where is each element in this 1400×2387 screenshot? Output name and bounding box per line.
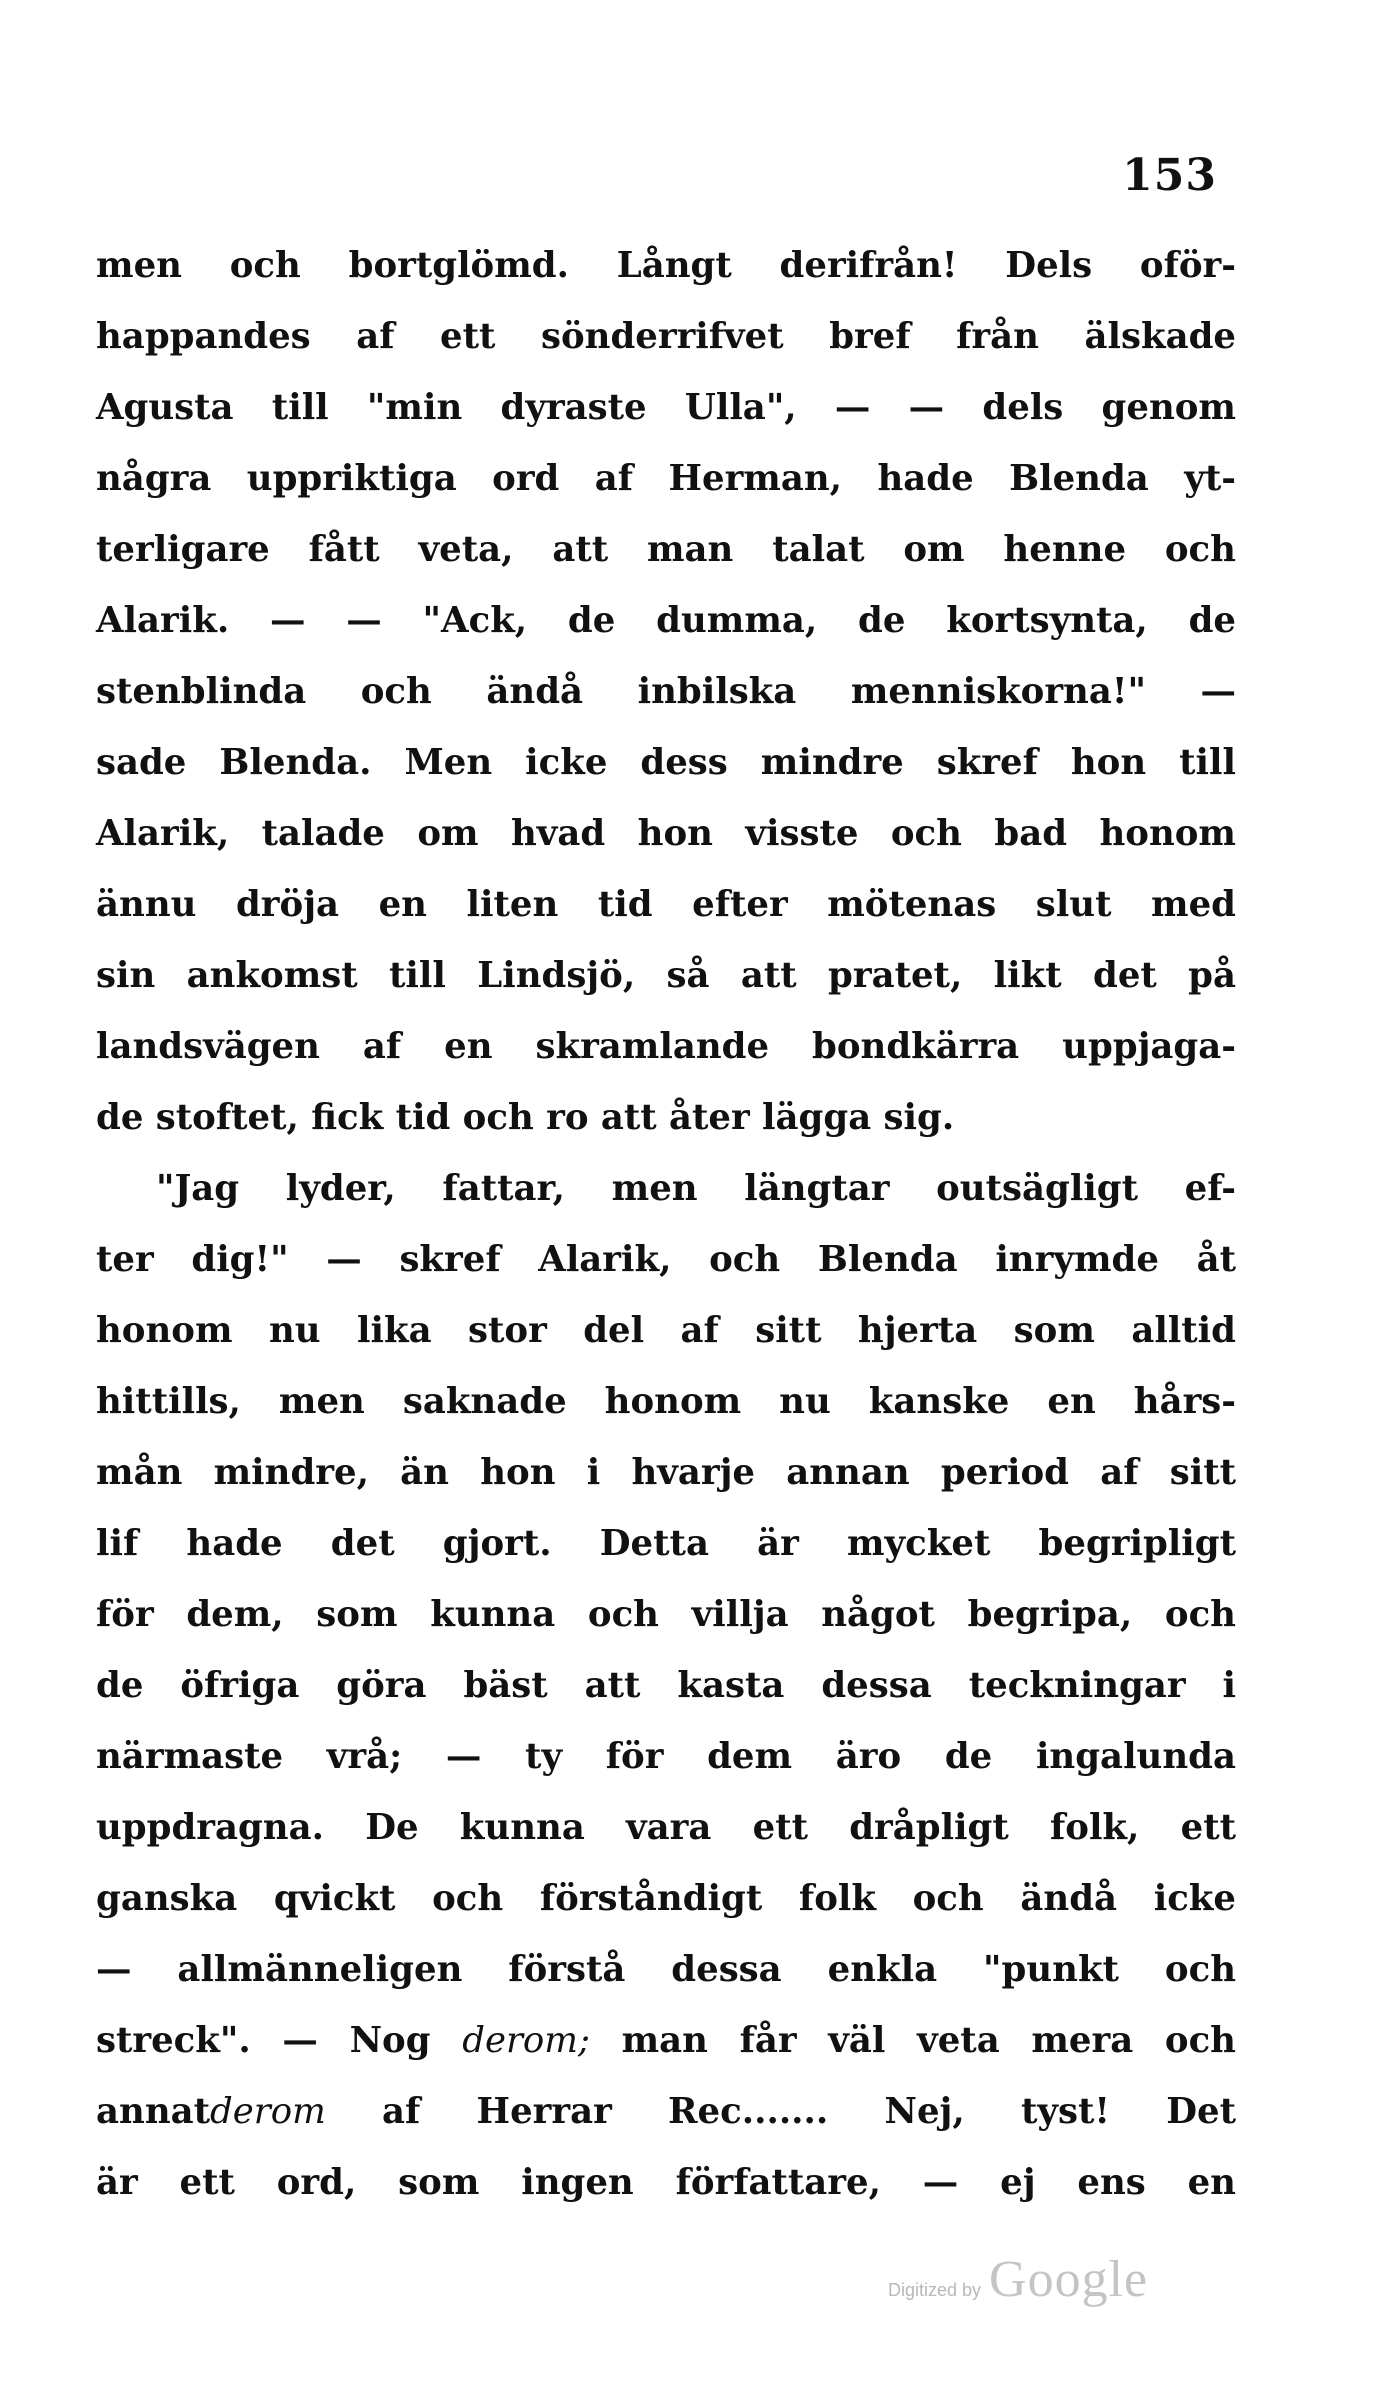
text-line: några uppriktiga ord af Herman, hade Blenda yt-	[96, 458, 1236, 499]
text-line: lif hade det gjort. Detta är mycket begripligt	[96, 1523, 1236, 1564]
watermark-caption: Digitized by	[888, 2280, 982, 2300]
text-line: de stoftet, fick tid och ro att åter lägga sig.	[96, 1097, 955, 1138]
italic-word: derom;	[462, 2020, 590, 2061]
page-number: 153	[1122, 150, 1217, 201]
text-line: de öfriga göra bäst att kasta dessa teckningar i	[96, 1665, 1236, 1706]
text-line: sade Blenda. Men icke dess mindre skref hon till	[96, 742, 1236, 783]
google-logo: Google	[989, 2251, 1149, 2308]
text-line: men och bortglömd. Långt derifrån! Dels oför-	[96, 245, 1236, 286]
text-line: honom nu lika stor del af sitt hjerta som alltid	[96, 1310, 1236, 1351]
text-line: Alarik. — — "Ack, de dumma, de kortsynta, de	[96, 600, 1236, 641]
text-line: Alarik, talade om hvad hon visste och bad honom	[96, 813, 1236, 854]
text-line: ganska qvickt och förståndigt folk och ändå icke	[96, 1878, 1236, 1919]
text-segment: man får väl veta mera och	[621, 2020, 1236, 2061]
text-segment: af Herrar Rec....... Nej, tyst! Det	[382, 2091, 1236, 2132]
text-line: mån mindre, än hon i hvarje annan period af sitt	[96, 1452, 1236, 1493]
page-text	[96, 230, 1236, 2218]
digitized-watermark	[888, 2250, 1148, 2309]
text-line: uppdragna. De kunna vara ett dråpligt folk, ett	[96, 1807, 1236, 1848]
text-line: sin ankomst till Lindsjö, så att pratet, likt det på	[96, 955, 1236, 996]
text-line: Agusta till "min dyraste Ulla", — — dels genom	[96, 387, 1236, 428]
text-segment: streck". — Nog	[96, 2020, 431, 2061]
text-line: är ett ord, som ingen författare, — ej ens en	[96, 2162, 1236, 2203]
text-line: happandes af ett sönderrifvet bref från älskade	[96, 316, 1236, 357]
text-line	[96, 2005, 1236, 2076]
text-line	[96, 2076, 1236, 2147]
text-line: ter dig!" — skref Alarik, och Blenda inrymde åt	[96, 1239, 1236, 1280]
text-line: för dem, som kunna och villja något begripa, och	[96, 1594, 1236, 1635]
text-line: — allmänneligen förstå dessa enkla "punkt och	[96, 1949, 1236, 1990]
text-line: närmaste vrå; — ty för dem äro de ingalunda	[96, 1736, 1236, 1777]
text-line: hittills, men saknade honom nu kanske en hårs-	[96, 1381, 1236, 1422]
text-line: stenblinda och ändå inbilska menniskorna!" —	[96, 671, 1236, 712]
italic-word: derom	[210, 2091, 326, 2132]
text-line: terligare fått veta, att man talat om henne och	[96, 529, 1236, 570]
text-line: "Jag lyder, fattar, men längtar outsägligt ef-	[156, 1168, 1236, 1209]
text-line: landsvägen af en skramlande bondkärra uppjaga-	[96, 1026, 1236, 1067]
text-segment: annat	[96, 2091, 211, 2132]
text-line: ännu dröja en liten tid efter mötenas slut med	[96, 884, 1236, 925]
